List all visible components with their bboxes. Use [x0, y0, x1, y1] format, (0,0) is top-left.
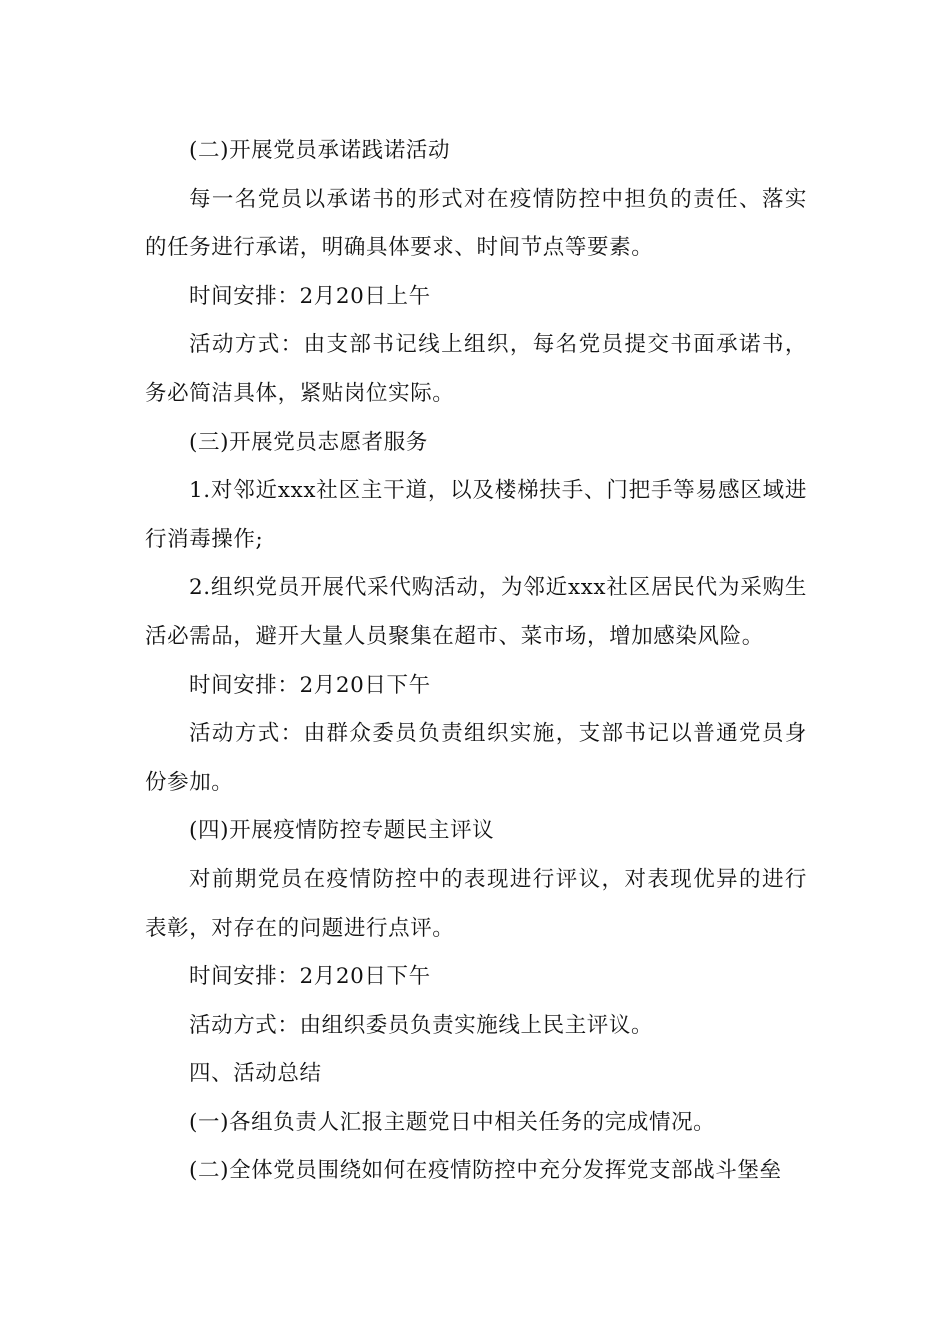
- paragraph-commitment-method: 活动方式：由支部书记线上组织，每名党员提交书面承诺书，务必简洁具体，紧贴岗位实际。: [145, 332, 807, 406]
- paragraph-evaluation-description: 对前期党员在疫情防控中的表现进行评议，对表现优异的进行表彰，对存在的问题进行点评。: [145, 866, 807, 941]
- paragraph-volunteer-method: 活动方式：由群众委员负责组织实施，支部书记以普通党员身份参加。: [145, 721, 807, 795]
- paragraph-summary-item-2: (二)全体党员围绕如何在疫情防控中充分发挥党支部战斗堡垒: [189, 1158, 782, 1184]
- section-heading-commitment: (二)开展党员承诺践诺活动: [189, 138, 451, 163]
- section-heading-volunteer: (三)开展党员志愿者服务: [189, 429, 428, 455]
- paragraph-commitment-description: 每一名党员以承诺书的形式对在疫情防控中担负的责任、落实的任务进行承诺，明确具体要求、时间节点等要素。: [145, 186, 807, 261]
- paragraph-volunteer-item-2: 2.组织党员开展代采代购活动，为邻近xxx社区居民代为采购生活必需品，避开大量人员聚集在超市、菜市场，增加感染风险。: [145, 575, 807, 649]
- paragraph-volunteer-item-1: 1.对邻近xxx社区主干道，以及楼梯扶手、门把手等易感区域进行消毒操作;: [145, 478, 807, 552]
- section-heading-evaluation: (四)开展疫情防控专题民主评议: [189, 818, 495, 844]
- paragraph-summary-item-1: (一)各组负责人汇报主题党日中相关任务的完成情况。: [189, 1109, 716, 1135]
- document-body: [145, 127, 807, 1196]
- paragraph-evaluation-method: 活动方式：由组织委员负责实施线上民主评议。: [189, 1012, 654, 1038]
- paragraph-evaluation-schedule: 时间安排：2月20日下午: [189, 964, 431, 990]
- paragraph-commitment-schedule: 时间安排：2月20日上午: [189, 283, 431, 309]
- paragraph-volunteer-schedule: 时间安排：2月20日下午: [189, 672, 431, 698]
- section-heading-summary: 四、活动总结: [189, 1061, 322, 1087]
